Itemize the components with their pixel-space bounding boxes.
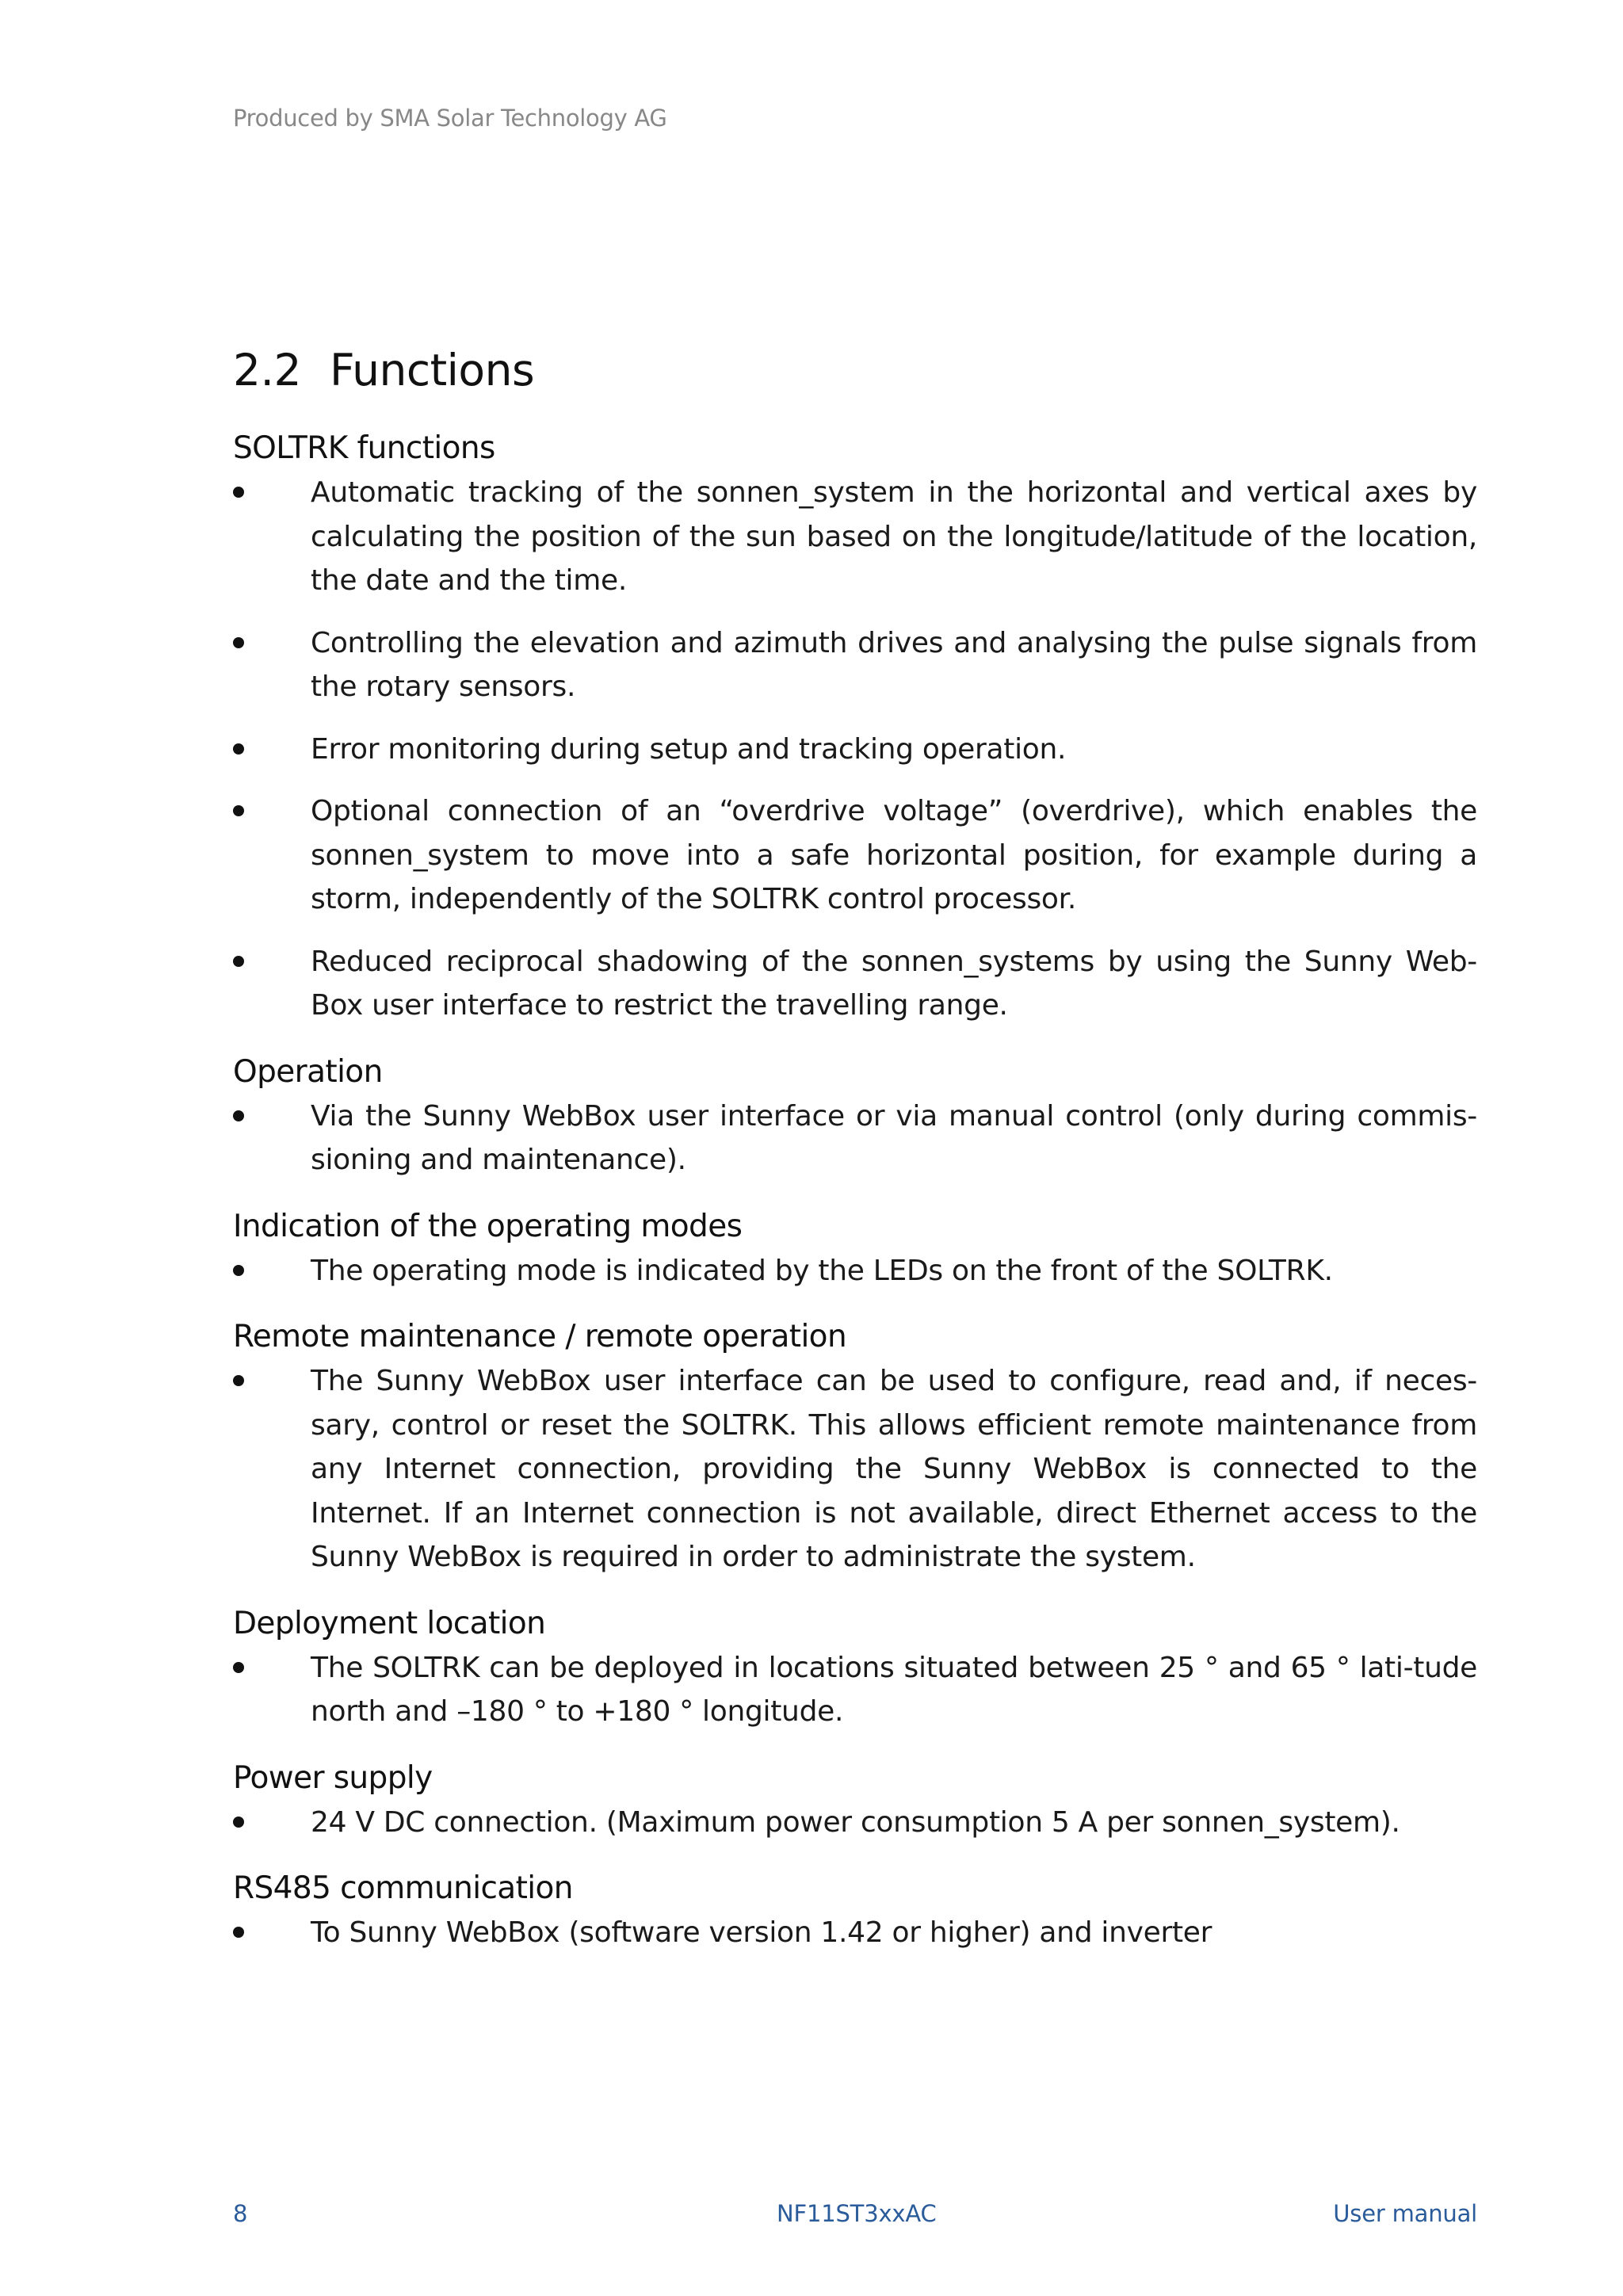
bullet-list bbox=[233, 1359, 1477, 1580]
list-item-text: The SOLTRK can be deployed in locations situated between 25 ° and 65 ° lati-tude north and –180 ° to +180 ° longitude. bbox=[311, 1651, 1477, 1728]
section-heading bbox=[233, 341, 1477, 399]
list-item bbox=[233, 1911, 1477, 1955]
list-item-text: Optional connection of an “overdrive voltage” (overdrive), which enables the sonnen_system to move into a safe horizontal position, for example during a storm, independently of the SOLTRK control processor. bbox=[311, 795, 1477, 915]
bullet-icon bbox=[233, 487, 244, 498]
bullet-list bbox=[233, 1249, 1477, 1293]
list-item bbox=[233, 471, 1477, 603]
subsection-title: Deployment location bbox=[233, 1605, 546, 1641]
list-item bbox=[233, 1249, 1477, 1293]
bullet-icon bbox=[233, 1927, 244, 1938]
bullet-icon bbox=[233, 1662, 244, 1673]
bullet-icon bbox=[233, 1110, 244, 1121]
subsection-soltrk-functions bbox=[233, 428, 1477, 1028]
list-item-text: The Sunny WebBox user interface can be used to configure, read and, if neces-sary, control or reset the SOLTRK. This allows efficient remote maintenance from any Internet connection, providing the Sunny WebBox is connected to the Internet. If an Internet connection is not available, direct Ethernet access to the Sunny WebBox is required in order to administrate the system. bbox=[311, 1365, 1477, 1573]
list-item bbox=[233, 789, 1477, 922]
list-item bbox=[233, 728, 1477, 772]
subsection-remote-maintenance bbox=[233, 1316, 1477, 1580]
subsection-operating-modes bbox=[233, 1206, 1477, 1293]
subsection-title: Operation bbox=[233, 1053, 383, 1090]
bullet-icon bbox=[233, 805, 244, 816]
subsection-power-supply bbox=[233, 1758, 1477, 1845]
footer-document-code: NF11ST3xxAC bbox=[777, 2200, 937, 2227]
subsection-title: Indication of the operating modes bbox=[233, 1208, 743, 1244]
bullet-list bbox=[233, 1095, 1477, 1182]
bullet-icon bbox=[233, 956, 244, 967]
list-item-text: Automatic tracking of the sonnen_system in the horizontal and vertical axes by calculating the position of the sun based on the longitude/latitude of the location, the date and the time. bbox=[311, 476, 1477, 597]
list-item bbox=[233, 1359, 1477, 1580]
list-item bbox=[233, 1801, 1477, 1845]
footer-page-number: 8 bbox=[233, 2200, 248, 2227]
list-item bbox=[233, 1095, 1477, 1182]
bullet-icon bbox=[233, 637, 244, 648]
list-item-text: Error monitoring during setup and tracking operation. bbox=[311, 732, 1067, 766]
list-item-text: 24 V DC connection. (Maximum power consumption 5 A per sonnen_system). bbox=[311, 1805, 1400, 1839]
subsection-operation bbox=[233, 1052, 1477, 1182]
section-number: 2.2 bbox=[233, 345, 301, 395]
list-item-text: To Sunny WebBox (software version 1.42 or higher) and inverter bbox=[311, 1916, 1212, 1949]
bullet-list bbox=[233, 1911, 1477, 1955]
bullet-icon bbox=[233, 1817, 244, 1828]
section-title: Functions bbox=[330, 345, 535, 395]
list-item-text: Via the Sunny WebBox user interface or via manual control (only during commis-sioning and maintenance). bbox=[311, 1099, 1477, 1176]
page-content bbox=[233, 341, 1477, 1955]
bullet-list bbox=[233, 471, 1477, 1028]
bullet-icon bbox=[233, 1265, 244, 1276]
subsection-title: SOLTRK functions bbox=[233, 430, 495, 466]
bullet-list bbox=[233, 1646, 1477, 1734]
subsection-title: Power supply bbox=[233, 1759, 433, 1796]
bullet-icon bbox=[233, 743, 244, 755]
producer-header: Produced by SMA Solar Technology AG bbox=[233, 105, 667, 132]
subsection-deployment-location bbox=[233, 1603, 1477, 1734]
bullet-icon bbox=[233, 1375, 244, 1386]
list-item bbox=[233, 621, 1477, 709]
list-item-text: Reduced reciprocal shadowing of the sonnen_systems by using the Sunny Web-Box user interface to restrict the travelling range. bbox=[311, 945, 1477, 1022]
list-item-text: The operating mode is indicated by the LEDs on the front of the SOLTRK. bbox=[311, 1254, 1333, 1287]
list-item-text: Controlling the elevation and azimuth drives and analysing the pulse signals from the rotary sensors. bbox=[311, 626, 1477, 703]
list-item bbox=[233, 940, 1477, 1028]
list-item bbox=[233, 1646, 1477, 1734]
subsection-title: Remote maintenance / remote operation bbox=[233, 1319, 847, 1354]
footer-document-type: User manual bbox=[1333, 2200, 1477, 2227]
subsection-rs485-communication bbox=[233, 1868, 1477, 1955]
bullet-list bbox=[233, 1801, 1477, 1845]
subsection-title: RS485 communication bbox=[233, 1870, 573, 1906]
